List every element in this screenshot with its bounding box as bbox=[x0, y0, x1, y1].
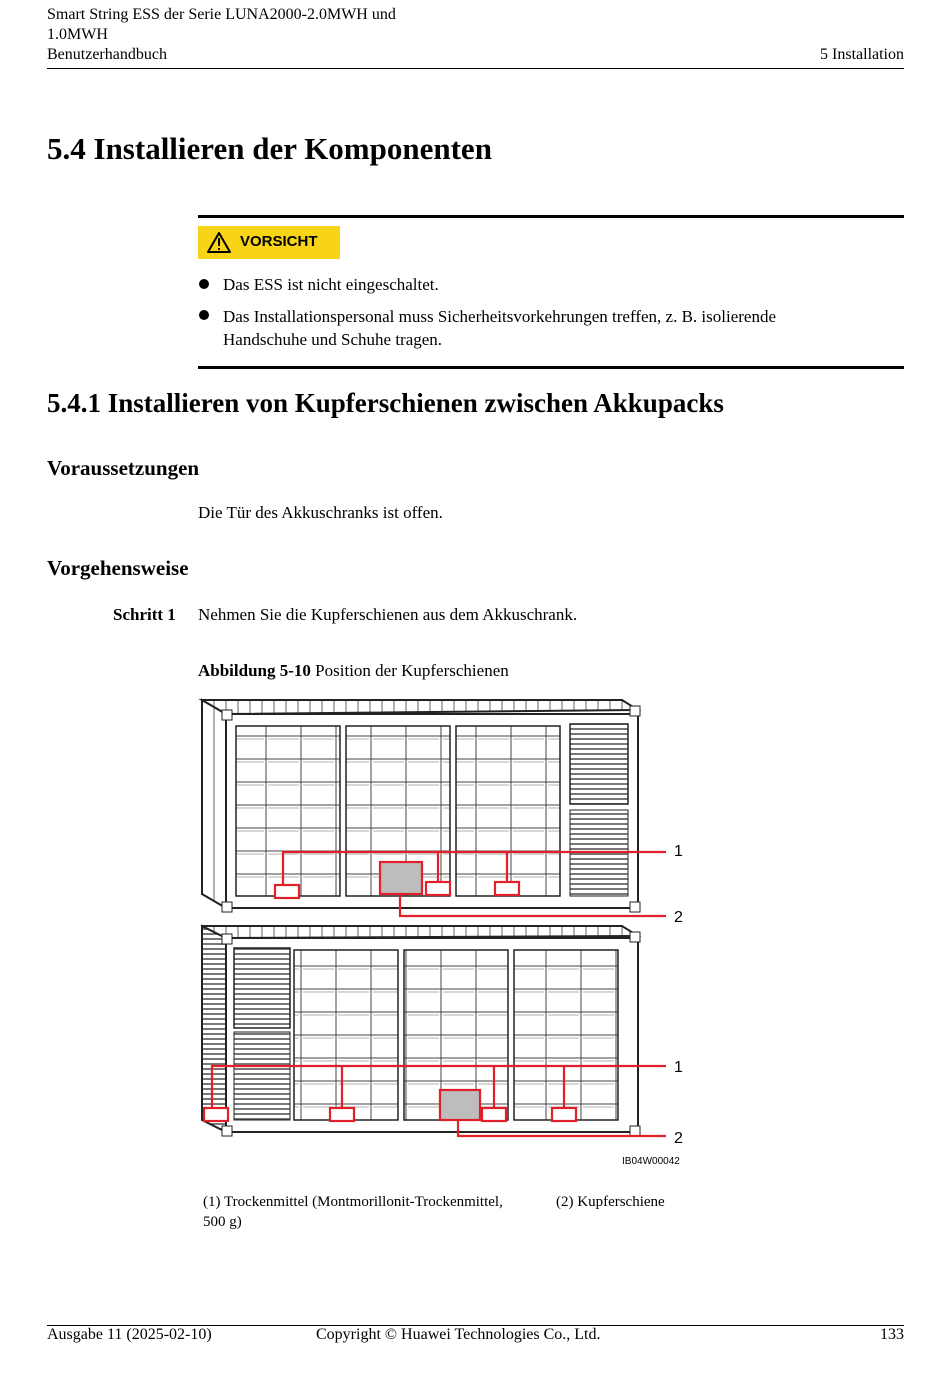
callout-number-1: 1 bbox=[674, 1059, 683, 1076]
document-subtitle: Benutzerhandbuch bbox=[47, 46, 167, 63]
copyright-notice: Copyright © Huawei Technologies Co., Ltd. bbox=[316, 1326, 601, 1343]
step-label: Schritt 1 bbox=[113, 605, 176, 624]
caution-badge bbox=[198, 226, 340, 259]
page-number: 133 bbox=[880, 1326, 904, 1343]
header-divider bbox=[47, 68, 904, 69]
chapter-label: 5 Installation bbox=[820, 46, 904, 63]
bullet-icon bbox=[199, 279, 209, 289]
document-title bbox=[47, 5, 396, 65]
document-title-line-2: 1.0MWH bbox=[47, 26, 108, 43]
caution-bottom-rule bbox=[198, 366, 904, 369]
callout-number-1: 1 bbox=[674, 843, 683, 860]
container-view-2 bbox=[202, 926, 640, 1136]
legend-item-2: (2) Kupferschiene bbox=[556, 1194, 665, 1210]
section-title: 5.4 Installieren der Komponenten bbox=[47, 131, 492, 166]
caution-item-2: Das Installationspersonal muss Sicherheitsvorkehrungen treffen, z. B. isolierende bbox=[223, 307, 776, 326]
subsection-title: 5.4.1 Installieren von Kupferschienen zwischen Akkupacks bbox=[47, 388, 724, 418]
legend-item-1-line-1: (1) Trockenmittel (Montmorillonit-Trockenmittel, bbox=[203, 1194, 503, 1210]
prerequisites-heading: Voraussetzungen bbox=[47, 456, 200, 480]
legend-item-1-line-2: 500 g) bbox=[203, 1214, 242, 1230]
procedure-heading: Vorgehensweise bbox=[47, 556, 189, 580]
prerequisites-text: Die Tür des Akkuschranks ist offen. bbox=[198, 503, 443, 522]
battery-container-illustration bbox=[196, 690, 696, 1170]
caution-item-1: Das ESS ist nicht eingeschaltet. bbox=[223, 275, 439, 294]
warning-triangle-icon bbox=[204, 226, 234, 259]
step-text: Nehmen Sie die Kupferschienen aus dem Akkuschrank. bbox=[198, 605, 578, 624]
caution-item-2-continued: Handschuhe und Schuhe tragen. bbox=[223, 330, 443, 349]
figure-caption-text: Position der Kupferschienen bbox=[310, 661, 509, 680]
caution-top-rule bbox=[198, 215, 904, 218]
edition-label: Ausgabe 11 (2025-02-10) bbox=[47, 1326, 212, 1343]
legend-item-1 bbox=[203, 1192, 503, 1232]
caution-label: VORSICHT bbox=[240, 233, 318, 250]
callout-number-2: 2 bbox=[674, 1130, 683, 1147]
callout-number-2: 2 bbox=[674, 909, 683, 926]
bullet-icon bbox=[199, 310, 209, 320]
figure-caption bbox=[198, 660, 509, 682]
image-code: IB04W00042 bbox=[622, 1156, 680, 1167]
document-title-line-1: Smart String ESS der Serie LUNA2000-2.0MWH und bbox=[47, 6, 396, 23]
figure-caption-number: Abbildung 5-10 bbox=[198, 661, 311, 680]
